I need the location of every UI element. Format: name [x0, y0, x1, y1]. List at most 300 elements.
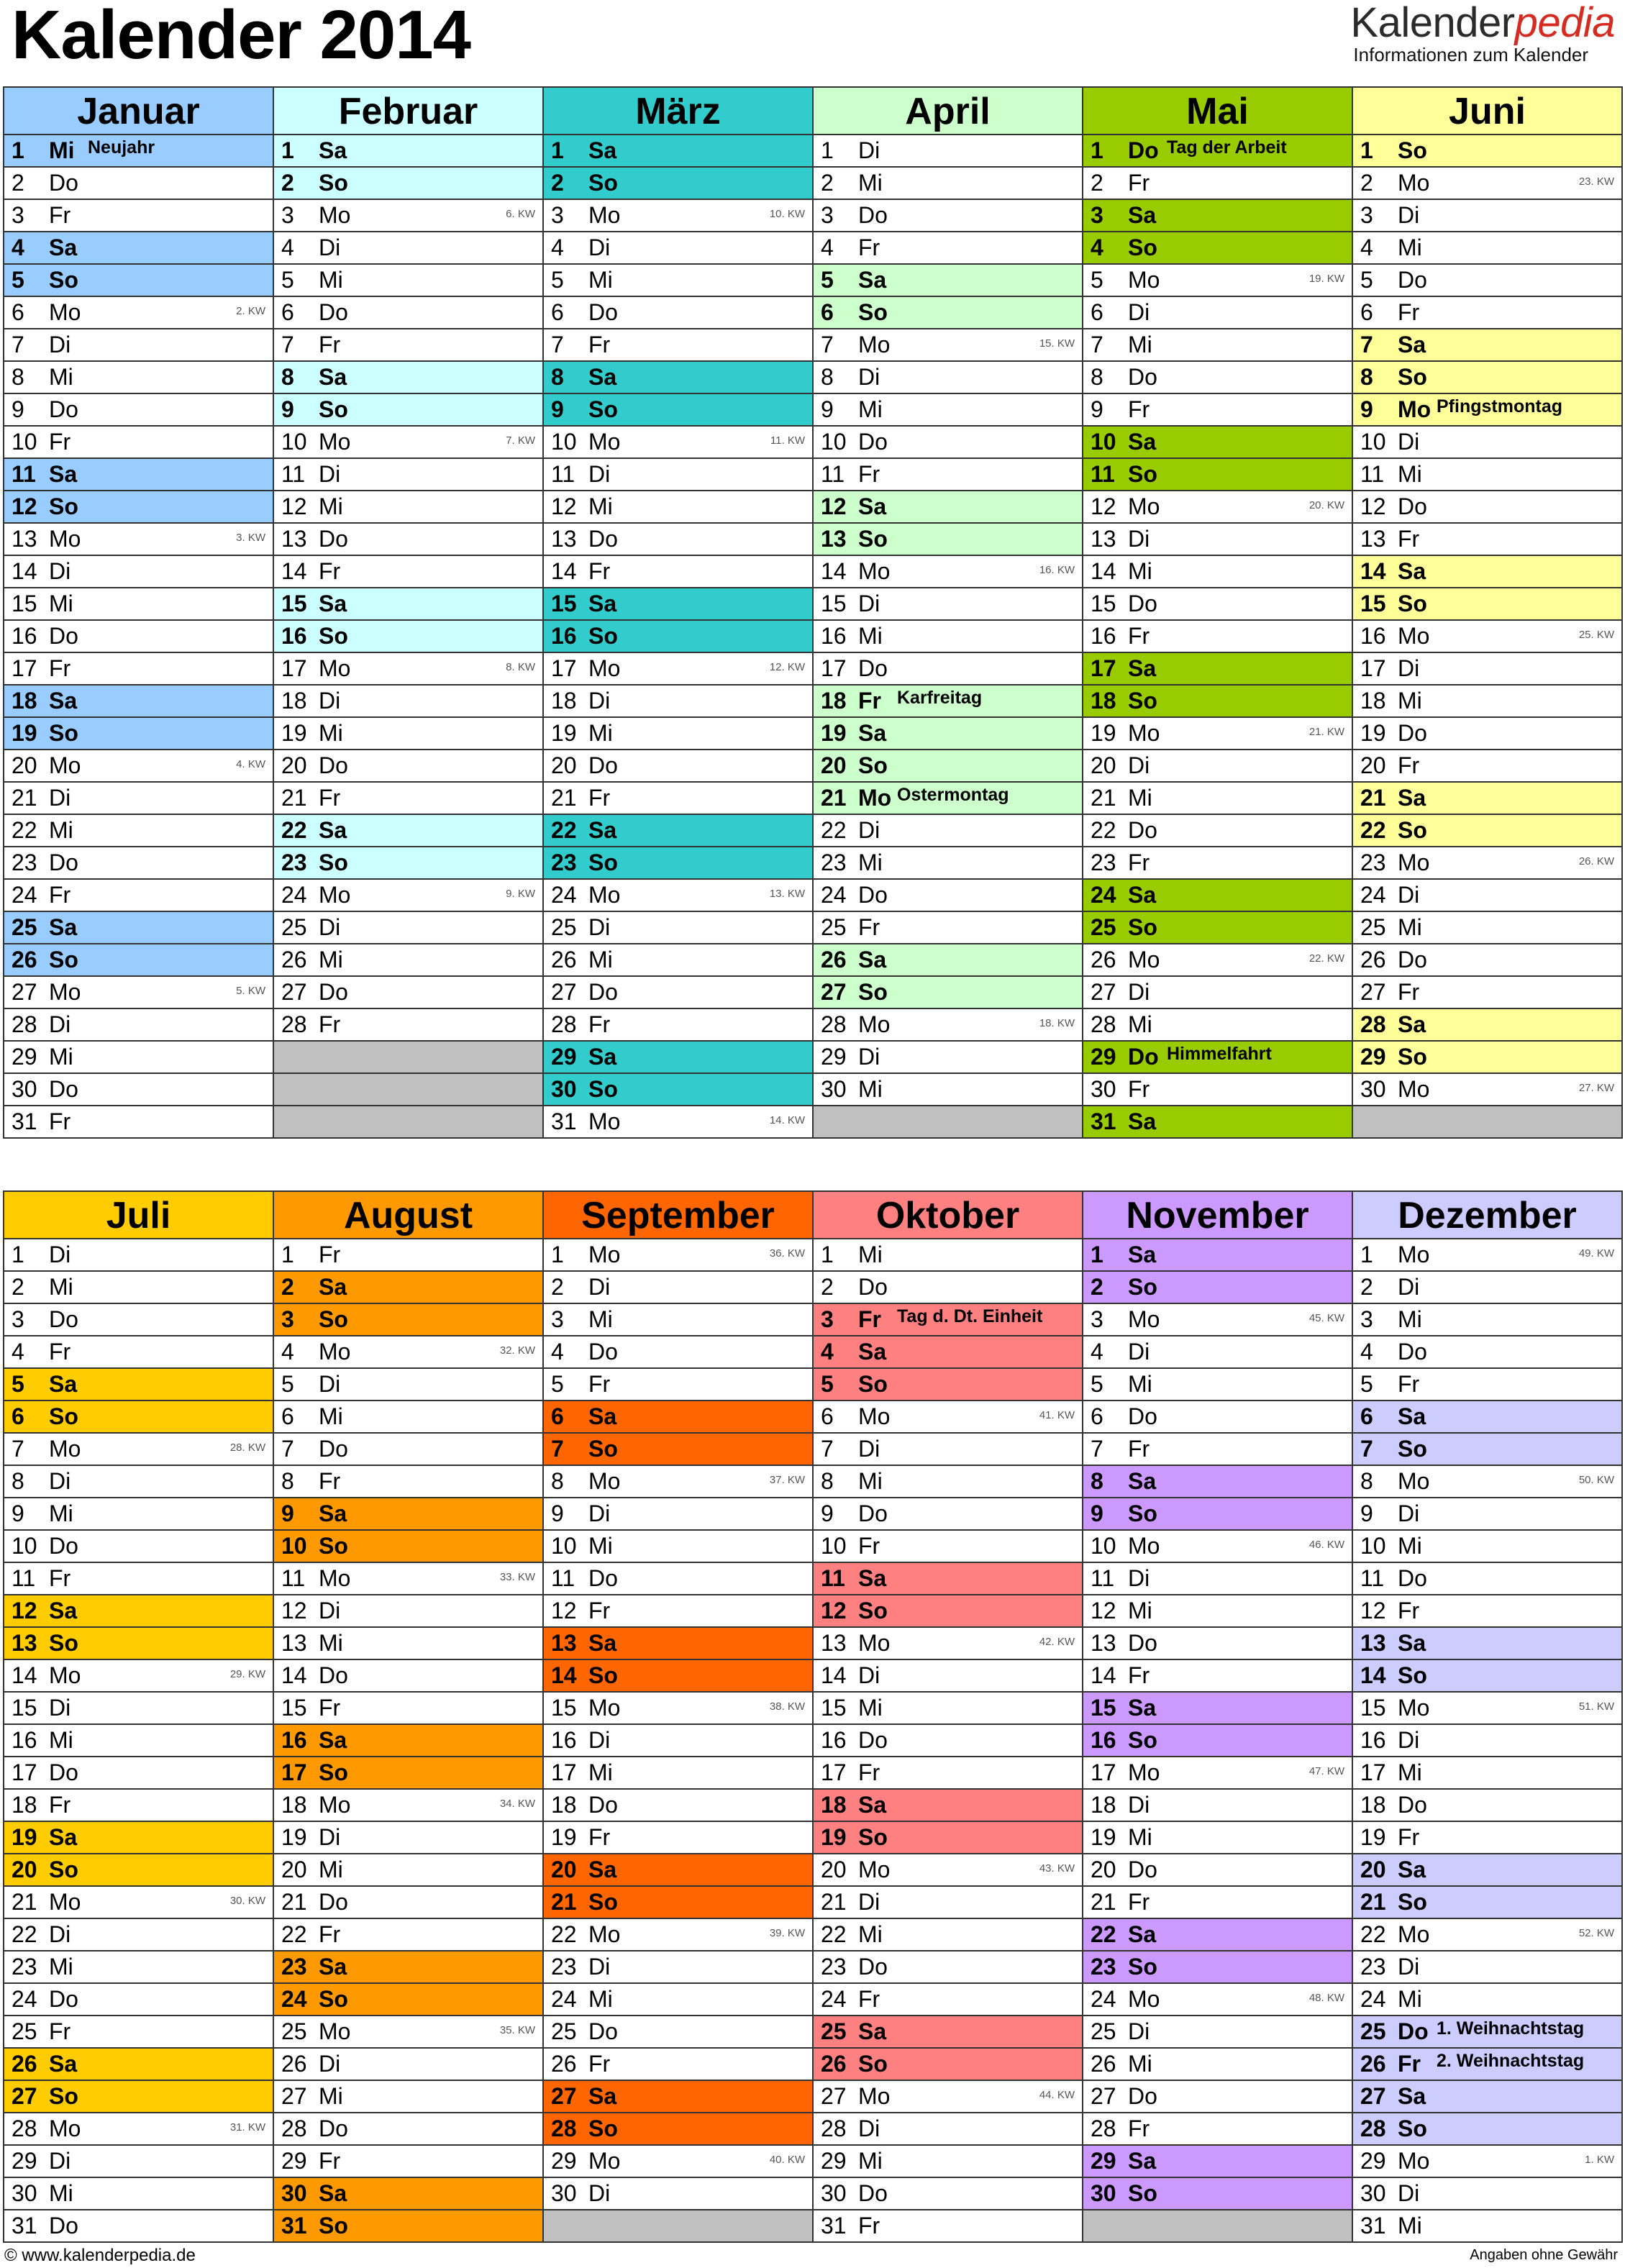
- day-row: [274, 265, 542, 297]
- weekday-label: Mo: [858, 558, 891, 584]
- weekday-label: Di: [858, 1436, 880, 1462]
- weekday-label: Di: [588, 2180, 611, 2206]
- day-row: [544, 1239, 812, 1272]
- day-number: 27: [551, 979, 577, 1005]
- day-row: [4, 394, 273, 427]
- day-row: [4, 1887, 273, 1919]
- weekday-label: Fr: [588, 332, 611, 357]
- day-number: 24: [1091, 1986, 1116, 2012]
- weekday-label: Mo: [1128, 267, 1160, 293]
- weekday-label: Mo: [49, 526, 81, 552]
- day-row: [814, 329, 1082, 362]
- month-header: Mai: [1083, 88, 1352, 135]
- day-row: [274, 1336, 542, 1369]
- weekday-label: Sa: [858, 267, 887, 293]
- day-number: 26: [821, 947, 847, 973]
- day-number: 20: [12, 1857, 37, 1882]
- weekday-label: Mo: [858, 2083, 891, 2109]
- day-number: 4: [551, 234, 564, 260]
- day-row: [814, 297, 1082, 329]
- day-number: 17: [821, 1759, 847, 1785]
- day-number: 14: [551, 1662, 577, 1688]
- day-number: 25: [281, 2018, 307, 2044]
- half-year-block-1: [3, 86, 1623, 1139]
- weekday-label: So: [588, 623, 618, 649]
- weekday-label: Mo: [588, 1108, 621, 1134]
- day-row: [814, 1822, 1082, 1854]
- weekday-label: So: [1398, 2116, 1427, 2141]
- day-row: [274, 1272, 542, 1304]
- week-number: 4. KW: [236, 758, 265, 770]
- weekday-label: Di: [1398, 1954, 1420, 1980]
- week-number: 51. KW: [1578, 1700, 1614, 1713]
- weekday-label: Sa: [588, 591, 617, 616]
- weekday-label: Fr: [1128, 170, 1150, 196]
- day-row: [4, 1304, 273, 1336]
- weekday-label: So: [319, 623, 348, 649]
- day-number: 1: [1091, 137, 1103, 163]
- weekday-label: Do: [49, 1076, 78, 1102]
- weekday-label: So: [588, 1436, 618, 1462]
- day-row: [814, 912, 1082, 944]
- weekday-label: Mo: [49, 752, 81, 778]
- weekday-label: Sa: [1398, 1011, 1426, 1037]
- weekday-label: Mo: [588, 2148, 621, 2174]
- weekday-label: Do: [319, 2116, 348, 2141]
- day-row: [544, 1009, 812, 1042]
- day-number: 3: [1091, 202, 1103, 228]
- weekday-label: Fr: [1398, 2051, 1421, 2077]
- weekday-label: Di: [588, 234, 611, 260]
- weekday-label: Di: [858, 2116, 880, 2141]
- day-row: [544, 1401, 812, 1434]
- day-number: 8: [281, 364, 294, 390]
- day-row: [4, 1822, 273, 1854]
- weekday-label: So: [319, 1986, 348, 2012]
- weekday-label: Mo: [588, 1242, 621, 1267]
- weekday-label: So: [858, 752, 888, 778]
- week-number: 47. KW: [1308, 1765, 1344, 1777]
- day-number: 7: [821, 1436, 834, 1462]
- day-row: [544, 2049, 812, 2081]
- weekday-label: Mo: [1128, 947, 1160, 973]
- day-number: 21: [12, 1889, 37, 1915]
- day-row: [1353, 750, 1621, 783]
- day-number: 1: [12, 137, 24, 163]
- day-row: [814, 1272, 1082, 1304]
- day-row: [1083, 1854, 1352, 1887]
- day-row: [274, 880, 542, 912]
- day-row: [4, 1336, 273, 1369]
- day-number: 7: [1091, 1436, 1103, 1462]
- day-number: 14: [1360, 558, 1386, 584]
- day-row: [274, 977, 542, 1009]
- day-row: [544, 1595, 812, 1628]
- day-number: 12: [1360, 493, 1386, 519]
- day-number: 30: [1091, 2180, 1116, 2206]
- weekday-label: Di: [858, 817, 880, 843]
- week-number: 3. KW: [236, 532, 265, 544]
- day-row: [1353, 1757, 1621, 1790]
- day-number: 6: [281, 299, 294, 325]
- day-row: [814, 1531, 1082, 1563]
- day-row: [1083, 2146, 1352, 2178]
- weekday-label: Mi: [858, 1695, 883, 1721]
- day-row: [4, 1660, 273, 1693]
- weekday-label: Di: [1128, 2018, 1150, 2044]
- day-row: [1083, 1887, 1352, 1919]
- day-row: [4, 1595, 273, 1628]
- day-number: 15: [551, 591, 577, 616]
- day-row: [4, 1531, 273, 1563]
- day-row: [4, 1369, 273, 1401]
- weekday-label: Do: [1128, 1630, 1157, 1656]
- day-number: 5: [821, 267, 834, 293]
- weekday-label: So: [588, 2116, 618, 2141]
- day-row: [1083, 880, 1352, 912]
- month-column-2: [274, 88, 544, 1139]
- day-row: [274, 718, 542, 750]
- weekday-label: Sa: [588, 1044, 617, 1070]
- weekday-label: Mo: [319, 1565, 351, 1591]
- day-number: 29: [1360, 1044, 1386, 1070]
- month-header: April: [814, 88, 1082, 135]
- weekday-label: Mo: [319, 429, 351, 455]
- day-number: 13: [1360, 1630, 1386, 1656]
- day-row: [1353, 1693, 1621, 1725]
- day-row: [814, 783, 1082, 815]
- day-row: [4, 329, 273, 362]
- weekday-label: Di: [1128, 752, 1150, 778]
- day-row: [814, 1790, 1082, 1822]
- day-number: 20: [1091, 752, 1116, 778]
- day-number: 15: [12, 1695, 37, 1721]
- day-number: 24: [551, 1986, 577, 2012]
- day-number: 30: [821, 1076, 847, 1102]
- day-row: [1083, 265, 1352, 297]
- day-row: [4, 524, 273, 556]
- day-row: [1083, 135, 1352, 168]
- day-number: 21: [1091, 1889, 1116, 1915]
- day-row: [4, 944, 273, 977]
- weekday-label: Di: [319, 1371, 341, 1397]
- day-row: [814, 265, 1082, 297]
- day-row: [4, 1074, 273, 1106]
- day-row: [544, 815, 812, 847]
- day-row: [814, 168, 1082, 200]
- day-row: [4, 491, 273, 524]
- day-number: 15: [821, 1695, 847, 1721]
- weekday-label: Di: [319, 688, 341, 714]
- day-row: [544, 1074, 812, 1106]
- day-row: [544, 491, 812, 524]
- weekday-label: Fr: [588, 1011, 611, 1037]
- day-number: 9: [1091, 1500, 1103, 1526]
- day-row: [1083, 459, 1352, 491]
- day-number: 29: [551, 1044, 577, 1070]
- day-row: [544, 912, 812, 944]
- day-number: 7: [1091, 332, 1103, 357]
- day-row: [1353, 524, 1621, 556]
- day-row: [1083, 1757, 1352, 1790]
- day-number: 2: [12, 1274, 24, 1300]
- day-number: 21: [1360, 785, 1386, 811]
- weekday-label: Di: [1128, 1565, 1150, 1591]
- day-row: [1083, 2081, 1352, 2113]
- day-row: [1353, 491, 1621, 524]
- day-row: [814, 880, 1082, 912]
- weekday-label: Sa: [49, 1824, 78, 1850]
- day-row: [544, 1757, 812, 1790]
- day-row: [274, 2113, 542, 2146]
- day-row: [544, 1725, 812, 1757]
- day-number: 2: [1360, 170, 1373, 196]
- day-row: [1083, 1595, 1352, 1628]
- weekday-label: So: [49, 1403, 78, 1429]
- day-row: [1353, 1725, 1621, 1757]
- day-row: [1083, 686, 1352, 718]
- day-number: 23: [281, 850, 307, 875]
- day-number: 1: [12, 1242, 24, 1267]
- day-row: [1353, 2178, 1621, 2210]
- day-number: 13: [821, 1630, 847, 1656]
- day-number: 27: [821, 979, 847, 1005]
- weekday-label: Sa: [1398, 1630, 1426, 1656]
- day-number: 12: [551, 493, 577, 519]
- day-row: [544, 2016, 812, 2049]
- week-number: 37. KW: [769, 1474, 805, 1486]
- day-row: [274, 1822, 542, 1854]
- weekday-label: Do: [858, 202, 888, 228]
- day-row: [544, 1952, 812, 1984]
- weekday-label: Mi: [1398, 1533, 1422, 1559]
- day-number: 2: [821, 170, 834, 196]
- day-number: 4: [821, 234, 834, 260]
- weekday-label: Di: [319, 461, 341, 487]
- weekday-label: Do: [588, 979, 618, 1005]
- weekday-label: Do: [1398, 1339, 1427, 1365]
- day-row: [814, 1009, 1082, 1042]
- weekday-label: So: [49, 2083, 78, 2109]
- day-number: 22: [281, 1921, 307, 1947]
- day-number: 29: [821, 2148, 847, 2174]
- day-row: [4, 1466, 273, 1498]
- day-number: 16: [821, 1727, 847, 1753]
- weekday-label: Mo: [1398, 170, 1430, 196]
- weekday-label: Di: [588, 1500, 611, 1526]
- weekday-label: Do: [1128, 2083, 1157, 2109]
- weekday-label: Mi: [858, 1468, 883, 1494]
- day-number: 27: [1360, 979, 1386, 1005]
- day-row: [4, 1009, 273, 1042]
- weekday-label: Fr: [858, 1533, 880, 1559]
- weekday-label: Fr: [1128, 1889, 1150, 1915]
- week-number: 8. KW: [506, 661, 535, 673]
- day-number: 31: [281, 2213, 307, 2239]
- day-row: [1083, 1919, 1352, 1952]
- weekday-label: Fr: [858, 2213, 880, 2239]
- day-row: [274, 1693, 542, 1725]
- day-row: [4, 1757, 273, 1790]
- day-number: 3: [551, 1306, 564, 1332]
- weekday-label: So: [858, 1824, 888, 1850]
- day-row: [814, 718, 1082, 750]
- day-row: [544, 944, 812, 977]
- empty-day-cell: [274, 1106, 542, 1139]
- day-row: [1083, 1531, 1352, 1563]
- day-number: 12: [821, 493, 847, 519]
- day-number: 18: [281, 688, 307, 714]
- day-row: [1083, 912, 1352, 944]
- weekday-label: Mi: [588, 267, 613, 293]
- day-row: [1353, 329, 1621, 362]
- day-row: [4, 1919, 273, 1952]
- day-row: [274, 232, 542, 265]
- day-row: [544, 1336, 812, 1369]
- day-row: [274, 556, 542, 588]
- day-number: 22: [281, 817, 307, 843]
- day-number: 13: [281, 526, 307, 552]
- weekday-label: So: [1128, 914, 1157, 940]
- weekday-label: Mo: [49, 1889, 81, 1915]
- day-row: [544, 394, 812, 427]
- weekday-label: Fr: [49, 202, 71, 228]
- day-number: 14: [821, 1662, 847, 1688]
- week-number: 1. KW: [1585, 2154, 1614, 2166]
- weekday-label: Fr: [858, 1306, 881, 1332]
- day-number: 14: [281, 1662, 307, 1688]
- day-number: 24: [281, 1986, 307, 2012]
- day-row: [814, 1239, 1082, 1272]
- day-number: 17: [551, 655, 577, 681]
- weekday-label: Sa: [1398, 332, 1426, 357]
- day-row: [1083, 783, 1352, 815]
- brand-name-accent: pedia: [1514, 0, 1615, 46]
- day-number: 23: [551, 1954, 577, 1980]
- week-number: 36. KW: [769, 1247, 805, 1260]
- weekday-label: Di: [319, 234, 341, 260]
- day-row: [1083, 1336, 1352, 1369]
- month-header: Februar: [274, 88, 542, 135]
- day-number: 10: [821, 1533, 847, 1559]
- month-header: September: [544, 1192, 812, 1239]
- day-number: 25: [1360, 914, 1386, 940]
- weekday-label: Do: [49, 850, 78, 875]
- weekday-label: Do: [1128, 137, 1159, 163]
- day-row: [274, 1919, 542, 1952]
- weekday-label: Mi: [858, 2148, 883, 2174]
- weekday-label: Di: [1398, 1274, 1420, 1300]
- weekday-label: So: [1128, 2180, 1157, 2206]
- day-number: 18: [821, 1792, 847, 1818]
- weekday-label: Sa: [588, 137, 617, 163]
- day-row: [4, 2016, 273, 2049]
- day-row: [1353, 1009, 1621, 1042]
- week-number: 13. KW: [769, 888, 805, 900]
- weekday-label: Di: [588, 688, 611, 714]
- day-number: 15: [12, 591, 37, 616]
- weekday-label: Mi: [1398, 461, 1422, 487]
- weekday-label: Mo: [858, 785, 892, 811]
- day-number: 31: [12, 2213, 37, 2239]
- day-number: 4: [281, 234, 294, 260]
- day-row: [4, 232, 273, 265]
- week-number: 45. KW: [1308, 1312, 1344, 1324]
- day-number: 21: [821, 1889, 847, 1915]
- day-row: [1083, 1272, 1352, 1304]
- day-number: 9: [821, 1500, 834, 1526]
- day-number: 21: [1360, 1889, 1386, 1915]
- weekday-label: Fr: [319, 2148, 341, 2174]
- day-row: [1353, 1434, 1621, 1466]
- weekday-label: Di: [49, 1921, 71, 1947]
- weekday-label: Mo: [858, 1403, 891, 1429]
- day-number: 8: [821, 364, 834, 390]
- day-row: [814, 1628, 1082, 1660]
- weekday-label: Fr: [588, 2051, 611, 2077]
- day-number: 7: [281, 332, 294, 357]
- weekday-label: Mi: [1128, 1824, 1152, 1850]
- day-number: 22: [551, 1921, 577, 1947]
- weekday-label: Do: [858, 1727, 888, 1753]
- day-row: [544, 686, 812, 718]
- weekday-label: Do: [1398, 720, 1427, 746]
- weekday-label: Mo: [49, 2116, 81, 2141]
- weekday-label: Fr: [858, 461, 880, 487]
- day-row: [814, 1984, 1082, 2016]
- weekday-label: Mo: [1398, 1468, 1430, 1494]
- weekday-label: So: [319, 1759, 348, 1785]
- day-row: [544, 200, 812, 232]
- weekday-label: Mi: [319, 493, 343, 519]
- holiday-label: Karfreitag: [897, 688, 983, 708]
- day-row: [4, 362, 273, 394]
- day-number: 22: [821, 1921, 847, 1947]
- day-row: [1353, 556, 1621, 588]
- day-number: 6: [551, 299, 564, 325]
- day-row: [1353, 1822, 1621, 1854]
- day-row: [814, 1074, 1082, 1106]
- day-row: [274, 1660, 542, 1693]
- day-number: 28: [551, 1011, 577, 1037]
- day-row: [1353, 1074, 1621, 1106]
- weekday-label: So: [1398, 137, 1427, 163]
- day-number: 16: [12, 623, 37, 649]
- day-row: [1353, 1887, 1621, 1919]
- day-row: [814, 2178, 1082, 2210]
- week-number: 26. KW: [1578, 855, 1614, 867]
- weekday-label: Mi: [319, 1630, 343, 1656]
- day-row: [4, 1693, 273, 1725]
- day-number: 28: [1091, 2116, 1116, 2141]
- day-row: [544, 265, 812, 297]
- day-number: 18: [551, 688, 577, 714]
- day-row: [4, 200, 273, 232]
- day-number: 9: [821, 396, 834, 422]
- weekday-label: Fr: [319, 332, 341, 357]
- day-number: 27: [281, 2083, 307, 2109]
- day-row: [814, 653, 1082, 686]
- day-row: [4, 2178, 273, 2210]
- week-number: 46. KW: [1308, 1539, 1344, 1551]
- weekday-label: So: [319, 2213, 348, 2239]
- day-row: [814, 1757, 1082, 1790]
- day-number: 25: [1360, 2018, 1386, 2044]
- week-number: 19. KW: [1308, 273, 1344, 285]
- weekday-label: Fr: [49, 1792, 71, 1818]
- empty-day-cell: [1083, 2210, 1352, 2243]
- weekday-label: Di: [319, 914, 341, 940]
